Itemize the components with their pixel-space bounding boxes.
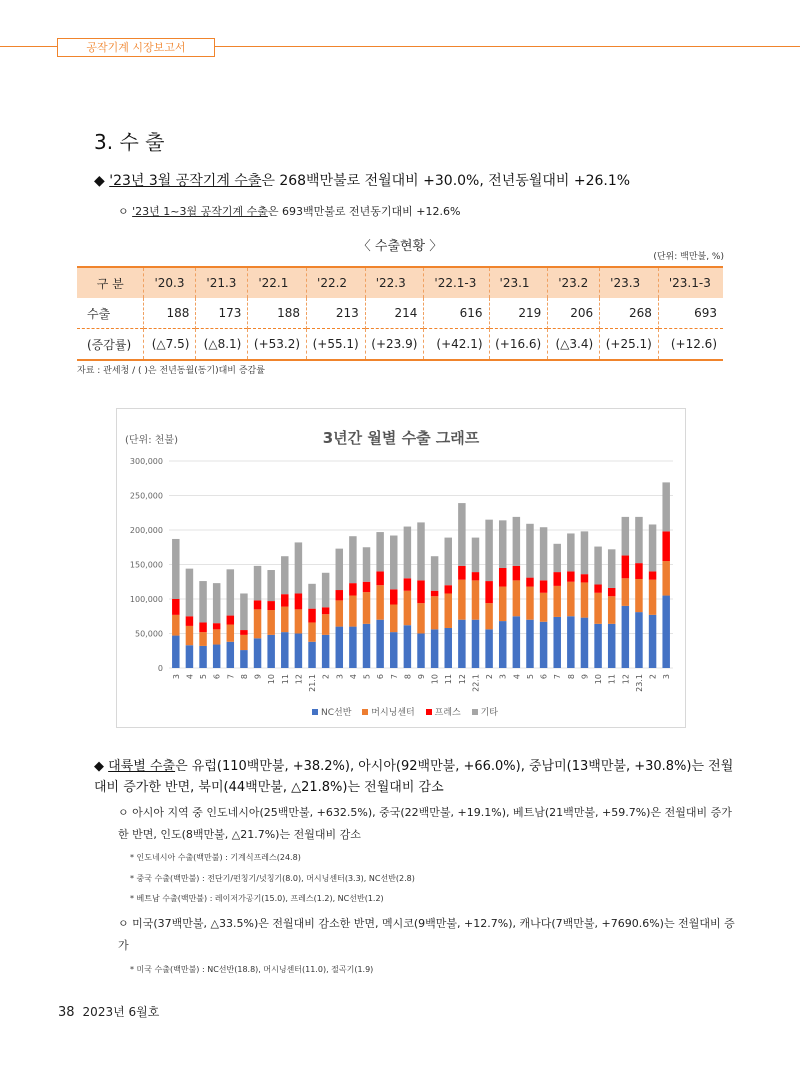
- bar-segment: [513, 566, 520, 580]
- header-cell: '23.1-3: [658, 267, 723, 298]
- bar-segment: [390, 536, 397, 590]
- subline: [118, 203, 460, 219]
- bar-segment: [172, 636, 179, 668]
- note-line: * 인도네시아 수출(백만불) : 기계식프레스(24.8): [130, 853, 301, 862]
- x-tick-label: 9: [253, 674, 263, 680]
- x-tick-label: 3: [498, 674, 508, 680]
- bar-segment: [349, 627, 356, 668]
- x-tick-label: 2: [485, 674, 495, 680]
- x-tick-label: 5: [362, 674, 372, 680]
- americas-text: 미국(37백만불, △33.5%)은 전월대비 감소한 반면, 멕시코(9백만불, +12.7%), 캐나다(7백만불, +7690.6%)는 전월대비 증가: [118, 917, 735, 952]
- bar-segment: [513, 616, 520, 668]
- legend-label: NC선반: [321, 708, 352, 718]
- headline: [94, 170, 630, 190]
- bar-segment: [336, 600, 343, 626]
- bar-segment: [567, 582, 574, 617]
- continent-subject: 대륙별 수출: [108, 759, 176, 774]
- diamond-bullet-icon: ◆: [94, 173, 105, 189]
- report-title-tab: 공작기계 시장보고서: [57, 38, 215, 57]
- bar-segment: [649, 615, 656, 668]
- bar-segment: [458, 503, 465, 566]
- bar-segment: [662, 482, 669, 531]
- bar-segment: [581, 618, 588, 668]
- header-cell: '22.1: [248, 267, 307, 298]
- x-tick-label: 8: [566, 674, 576, 680]
- x-tick-label: 2: [321, 674, 331, 680]
- note-line: * 미국 수출(백만불) : NC선반(18.8), 머시닝센터(11.0), 절곡기(1.9): [130, 965, 374, 974]
- bar-segment: [363, 592, 370, 624]
- bar-segment: [199, 622, 206, 632]
- bar-segment: [513, 580, 520, 616]
- monthly-export-chart: [116, 408, 686, 728]
- y-tick-label: 300,000: [129, 457, 163, 466]
- bar-segment: [635, 563, 642, 579]
- bar-segment: [499, 568, 506, 587]
- table-cell: (+23.9): [365, 329, 424, 361]
- bar-segment: [267, 610, 274, 635]
- bar-segment: [608, 549, 615, 588]
- legend-label: 기타: [480, 708, 498, 718]
- bar-segment: [281, 556, 288, 594]
- bar-segment: [458, 580, 465, 620]
- bar-segment: [540, 527, 547, 580]
- x-tick-label: 9: [580, 674, 590, 680]
- bar-segment: [199, 646, 206, 668]
- bar-segment: [186, 626, 193, 645]
- bar-segment: [622, 578, 629, 606]
- bar-segment: [295, 609, 302, 633]
- asia-paragraph: [118, 802, 736, 846]
- asia-text: 아시아 지역 중 인도네시아(25백만불, +632.5%), 중국(22백만불, +19.1%), 베트남(21백만불, +59.7%)은 전월대비 증가한 반면, 인도(8백만불, △21.7%)는 전월대비 감소: [118, 806, 732, 841]
- bar-segment: [322, 573, 329, 608]
- bar-segment: [649, 580, 656, 615]
- bar-segment: [363, 547, 370, 582]
- bar-segment: [254, 638, 261, 668]
- x-tick-label: 5: [199, 674, 209, 680]
- bar-segment: [472, 572, 479, 580]
- bar-segment: [622, 606, 629, 668]
- bar-segment: [404, 578, 411, 590]
- table-cell: 693: [658, 298, 723, 329]
- chart-plot: [117, 409, 685, 727]
- bar-segment: [267, 570, 274, 601]
- bar-segment: [186, 616, 193, 626]
- bar-segment: [227, 616, 234, 625]
- page-number: 38: [58, 1005, 75, 1020]
- y-tick-label: 250,000: [129, 491, 163, 501]
- table-cell: (+42.1): [424, 329, 489, 361]
- bar-segment: [417, 603, 424, 633]
- header-cell: '20.3: [144, 267, 196, 298]
- bar-segment: [526, 524, 533, 578]
- bar-segment: [594, 585, 601, 593]
- bar-segment: [254, 600, 261, 609]
- subline-subject: '23년 1~3월 공작기계 수출: [132, 205, 268, 218]
- bar-segment: [417, 580, 424, 603]
- bar-segment: [336, 590, 343, 600]
- y-tick-label: 150,000: [129, 560, 163, 570]
- bar-segment: [553, 586, 560, 617]
- table-cell: (△8.1): [196, 329, 248, 361]
- bar-segment: [213, 629, 220, 644]
- x-tick-label: 12: [621, 674, 631, 685]
- bar-segment: [281, 607, 288, 633]
- bar-segment: [295, 634, 302, 669]
- bar-segment: [213, 645, 220, 668]
- bar-segment: [431, 591, 438, 597]
- bar-segment: [404, 527, 411, 579]
- bar-segment: [485, 629, 492, 668]
- table-cell: 188: [248, 298, 307, 329]
- headline-text: 은 268백만불로 전월대비 +30.0%, 전년동월대비 +26.1%: [261, 173, 631, 189]
- bar-segment: [281, 594, 288, 606]
- x-tick-label: 9: [417, 674, 426, 680]
- headline-subject: '23년 3월 공작기계 수출: [109, 173, 262, 189]
- bar-segment: [581, 574, 588, 582]
- bar-segment: [444, 585, 451, 593]
- note-line: * 베트남 수출(백만불) : 레이저가공기(15.0), 프레스(1.2), NC선반(1.2): [130, 894, 384, 903]
- x-tick-label: 4: [512, 674, 522, 680]
- bar-segment: [444, 538, 451, 586]
- bar-segment: [213, 623, 220, 629]
- y-tick-label: 50,000: [135, 629, 163, 639]
- bar-segment: [431, 596, 438, 629]
- x-tick-label: 7: [389, 674, 399, 680]
- bar-segment: [444, 628, 451, 668]
- chart-title: 3년간 월별 수출 그래프: [322, 429, 480, 447]
- bar-segment: [553, 572, 560, 586]
- bar-segment: [417, 634, 424, 669]
- table-cell: (+16.6): [489, 329, 548, 361]
- bar-segment: [295, 593, 302, 609]
- header-cell: '22.2: [307, 267, 366, 298]
- legend-swatch: [426, 709, 432, 715]
- bar-segment: [622, 556, 629, 579]
- header-cell: '23.2: [548, 267, 600, 298]
- chart-unit: (단위: 천불): [125, 435, 178, 446]
- bar-segment: [254, 566, 261, 601]
- bar-segment: [172, 615, 179, 636]
- bar-segment: [376, 571, 383, 585]
- diamond-bullet-icon: ◆: [94, 759, 104, 774]
- legend-label: 프레스: [434, 708, 461, 718]
- table-cell: 213: [307, 298, 366, 329]
- x-tick-label: 4: [185, 674, 195, 680]
- x-tick-label: 23.1: [634, 674, 644, 692]
- table-cell: 268: [600, 298, 659, 329]
- bar-segment: [390, 605, 397, 633]
- issue-date: 2023년 6월호: [82, 1005, 160, 1019]
- chart-legend: [117, 705, 685, 718]
- table-cell: 616: [424, 298, 489, 329]
- bar-segment: [635, 612, 642, 668]
- bar-segment: [649, 571, 656, 579]
- bar-segment: [526, 587, 533, 620]
- bar-segment: [308, 622, 315, 641]
- y-tick-label: 200,000: [129, 526, 163, 535]
- bar-segment: [308, 609, 315, 623]
- bar-segment: [267, 635, 274, 668]
- bar-segment: [281, 632, 288, 668]
- header-cell: 구 분: [77, 267, 144, 298]
- page-footer: [58, 1003, 159, 1020]
- x-tick-label: 8: [239, 674, 249, 680]
- circle-bullet-icon: ㅇ: [118, 205, 129, 218]
- table-cell: (증감률): [77, 329, 144, 361]
- legend-swatch: [362, 709, 368, 715]
- bar-segment: [622, 517, 629, 556]
- x-tick-label: 4: [348, 674, 358, 680]
- table-cell: 188: [144, 298, 196, 329]
- table-unit: (단위: 백만불, %): [653, 252, 724, 262]
- x-tick-label: 2: [648, 674, 658, 680]
- subline-text: 은 693백만불로 전년동기대비 +12.6%: [267, 205, 461, 218]
- bar-segment: [390, 632, 397, 668]
- bar-segment: [240, 593, 247, 630]
- legend-swatch: [312, 709, 318, 715]
- section-title: 3. 수 출: [94, 130, 165, 154]
- bar-segment: [186, 645, 193, 668]
- bar-segment: [594, 624, 601, 668]
- export-table: [77, 266, 723, 361]
- bar-segment: [308, 642, 315, 668]
- x-tick-label: 5: [525, 674, 535, 680]
- header-cell: '21.3: [196, 267, 248, 298]
- bar-segment: [662, 561, 669, 596]
- bar-segment: [594, 593, 601, 624]
- bar-segment: [227, 625, 234, 642]
- x-tick-label: 3: [662, 674, 672, 680]
- bar-segment: [363, 582, 370, 592]
- bar-segment: [336, 627, 343, 668]
- table-cell: 수출: [87, 306, 111, 321]
- x-tick-label: 10: [594, 674, 604, 685]
- table-row: [77, 329, 723, 361]
- bar-segment: [553, 544, 560, 572]
- bar-segment: [608, 596, 615, 624]
- bar-segment: [567, 533, 574, 571]
- table-header-row: [77, 267, 723, 298]
- bar-segment: [227, 569, 234, 615]
- table-cell: (+53.2): [248, 329, 307, 361]
- bar-segment: [376, 532, 383, 571]
- bar-segment: [458, 620, 465, 668]
- legend-swatch: [472, 709, 478, 715]
- bar-segment: [390, 589, 397, 604]
- bar-segment: [199, 581, 206, 622]
- bar-segment: [349, 583, 356, 595]
- bar-segment: [499, 587, 506, 622]
- bar-segment: [322, 635, 329, 668]
- bar-segment: [649, 524, 656, 571]
- bar-segment: [485, 603, 492, 629]
- table-title: 〈 수출현황 〉: [357, 239, 443, 254]
- bar-segment: [444, 593, 451, 628]
- continent-paragraph: [94, 756, 734, 798]
- table-cell: (+55.1): [307, 329, 366, 361]
- bar-segment: [526, 578, 533, 587]
- bar-segment: [363, 624, 370, 668]
- x-tick-label: 10: [267, 674, 277, 685]
- note-line: * 중국 수출(백만불) : 전단기/펀칭기/넛칭기(8.0), 머시닝센터(3.3), NC선반(2.8): [130, 874, 415, 883]
- bar-segment: [485, 520, 492, 581]
- y-tick-label: 100,000: [129, 595, 163, 604]
- table-cell: 219: [489, 298, 548, 329]
- bar-segment: [172, 599, 179, 615]
- bar-segment: [608, 624, 615, 668]
- bar-segment: [499, 520, 506, 568]
- bar-segment: [349, 596, 356, 627]
- bar-segment: [608, 588, 615, 596]
- bar-segment: [540, 622, 547, 668]
- table-source: 자료 : 관세청 / ( )은 전년동월(동기)대비 증감률: [77, 366, 265, 376]
- header-cell: '23.1: [489, 267, 548, 298]
- bar-segment: [376, 620, 383, 668]
- bar-segment: [404, 591, 411, 626]
- x-tick-label: 3: [335, 674, 345, 680]
- header-cell: '23.3: [600, 267, 659, 298]
- bar-segment: [376, 585, 383, 620]
- bar-segment: [567, 571, 574, 581]
- bar-segment: [227, 642, 234, 668]
- table-cell: (△3.4): [548, 329, 600, 361]
- bar-segment: [553, 617, 560, 668]
- x-tick-label: 11: [444, 674, 454, 685]
- bar-segment: [472, 538, 479, 573]
- x-tick-label: 6: [212, 674, 222, 680]
- x-tick-label: 3: [171, 674, 181, 680]
- header-cell: '22.3: [365, 267, 424, 298]
- table-cell: (+25.1): [600, 329, 659, 361]
- bar-segment: [267, 601, 274, 610]
- table-cell: 214: [365, 298, 424, 329]
- bar-segment: [322, 607, 329, 614]
- circle-bullet-icon: ㅇ: [118, 917, 129, 930]
- bar-segment: [635, 579, 642, 612]
- bar-segment: [254, 609, 261, 638]
- x-tick-label: 21.1: [308, 674, 318, 692]
- x-tick-label: 11: [607, 674, 617, 685]
- bar-segment: [567, 616, 574, 668]
- bar-segment: [213, 583, 220, 623]
- legend-label: 머시닝센터: [371, 708, 415, 718]
- x-tick-label: 8: [403, 674, 413, 680]
- x-tick-label: 12: [457, 674, 467, 685]
- bar-segment: [431, 556, 438, 591]
- bar-segment: [581, 531, 588, 574]
- x-tick-label: 6: [376, 674, 386, 680]
- x-tick-label: 7: [553, 674, 563, 680]
- bar-segment: [485, 581, 492, 603]
- bar-segment: [581, 582, 588, 617]
- x-tick-label: 6: [539, 674, 549, 680]
- bar-segment: [172, 539, 179, 599]
- table-cell: 173: [196, 298, 248, 329]
- bar-segment: [513, 517, 520, 566]
- bar-segment: [199, 632, 206, 646]
- bar-segment: [526, 620, 533, 668]
- bar-segment: [186, 569, 193, 617]
- bar-segment: [308, 584, 315, 609]
- bar-segment: [240, 630, 247, 635]
- bar-segment: [240, 635, 247, 650]
- x-tick-label: 10: [430, 674, 440, 685]
- bar-segment: [540, 580, 547, 592]
- x-tick-label: 12: [294, 674, 304, 685]
- table-cell: (+12.6): [658, 329, 723, 361]
- bar-segment: [472, 620, 479, 668]
- table-cell: 206: [548, 298, 600, 329]
- bar-segment: [540, 593, 547, 622]
- bar-segment: [594, 547, 601, 585]
- x-tick-label: 22.1: [471, 674, 481, 692]
- bar-segment: [404, 625, 411, 668]
- circle-bullet-icon: ㅇ: [118, 806, 129, 819]
- bar-segment: [322, 614, 329, 635]
- table-cell: (△7.5): [144, 329, 196, 361]
- bar-segment: [431, 629, 438, 668]
- americas-paragraph: [118, 913, 736, 957]
- x-tick-label: 7: [226, 674, 236, 680]
- bar-segment: [349, 536, 356, 583]
- bar-segment: [417, 522, 424, 580]
- bar-segment: [295, 542, 302, 593]
- bar-segment: [472, 580, 479, 619]
- bar-segment: [336, 549, 343, 590]
- continent-text: 은 유럽(110백만불, +38.2%), 아시아(92백만불, +66.0%), 중남미(13백만불, +30.8%)는 전월대비 증가한 반면, 북미(44백만불, △21.8%)는 전월대비 감소: [94, 759, 734, 795]
- bar-segment: [240, 650, 247, 668]
- x-tick-label: 11: [280, 674, 290, 685]
- bar-segment: [635, 517, 642, 563]
- header-cell: '22.1-3: [424, 267, 489, 298]
- y-tick-label: 0: [157, 664, 163, 673]
- bar-segment: [662, 596, 669, 668]
- bar-segment: [662, 531, 669, 561]
- table-row: [77, 298, 723, 329]
- bar-segment: [499, 621, 506, 668]
- bar-segment: [458, 566, 465, 580]
